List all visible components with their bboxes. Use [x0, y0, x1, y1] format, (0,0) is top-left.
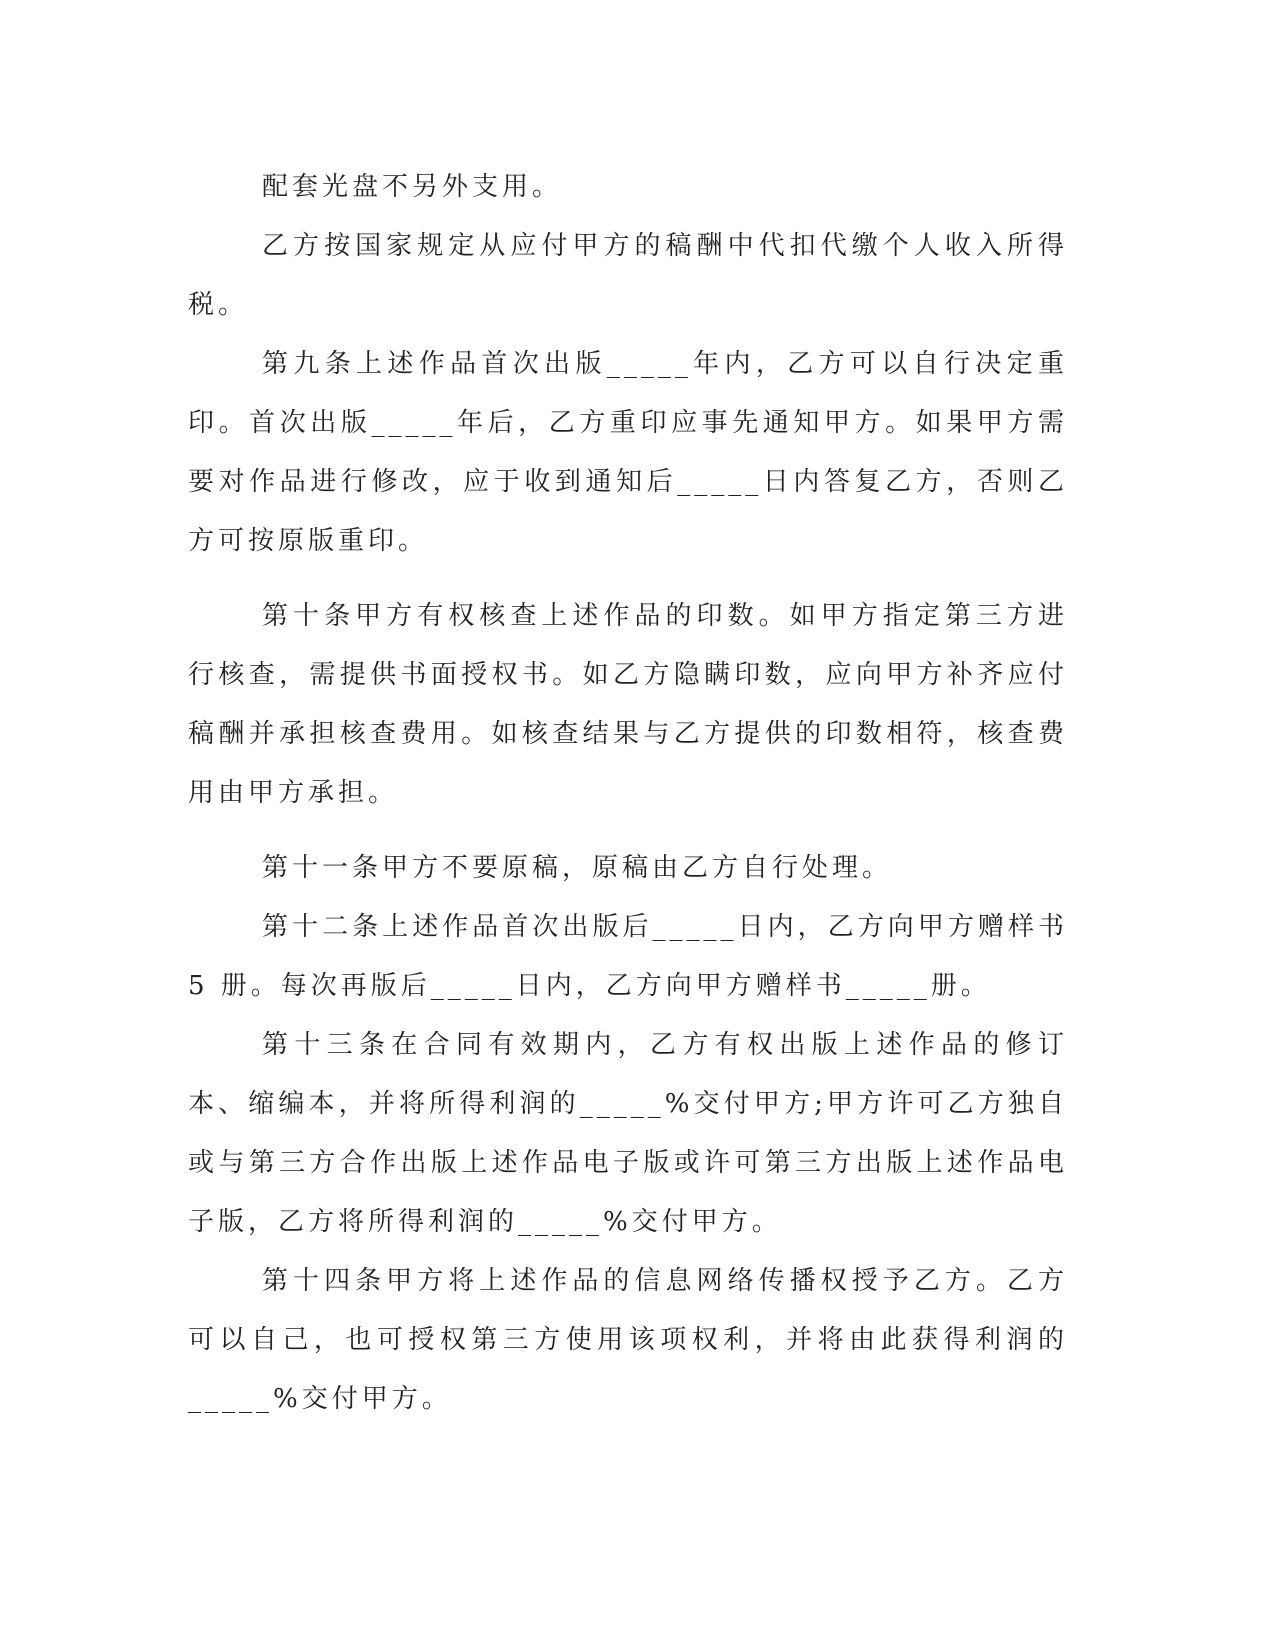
paragraph-article-9: 第九条上述作品首次出版_____年内，乙方可以自行决定重印。首次出版_____年后，乙方重印应事先通知甲方。如果甲方需要对作品进行修改，应于收到通知后_____日内答复乙方，否则乙方可按原版重印。 — [188, 349, 1068, 556]
document-body — [188, 158, 1068, 1429]
paragraph-article-12: 第十二条上述作品首次出版后_____日内，乙方向甲方赠样书 5 册。每次再版后_____日内，乙方向甲方赠样书_____册。 — [188, 912, 1068, 1001]
paragraph-disc-fee: 配套光盘不另外支用。 — [262, 172, 563, 202]
paragraph-income-tax: 乙方按国家规定从应付甲方的稿酬中代扣代缴个人收入所得税。 — [188, 231, 1068, 320]
paragraph-article-14: 第十四条甲方将上述作品的信息网络传播权授予乙方。乙方可以自己，也可授权第三方使用该项权利，并将由此获得利润的_____%交付甲方。 — [188, 1266, 1068, 1414]
paragraph-article-11: 第十一条甲方不要原稿，原稿由乙方自行处理。 — [262, 853, 893, 883]
paragraph-article-10: 第十条甲方有权核查上述作品的印数。如甲方指定第三方进行核查，需提供书面授权书。如乙方隐瞒印数，应向甲方补齐应付稿酬并承担核查费用。如核查结果与乙方提供的印数相符，核查费用由甲方承担。 — [188, 601, 1068, 808]
paragraph-article-13: 第十三条在合同有效期内，乙方有权出版上述作品的修订本、缩编本，并将所得利润的_____%交付甲方;甲方许可乙方独自或与第三方合作出版上述作品电子版或许可第三方出版上述作品电子版，乙方将所得利润的_____%交付甲方。 — [188, 1030, 1068, 1237]
